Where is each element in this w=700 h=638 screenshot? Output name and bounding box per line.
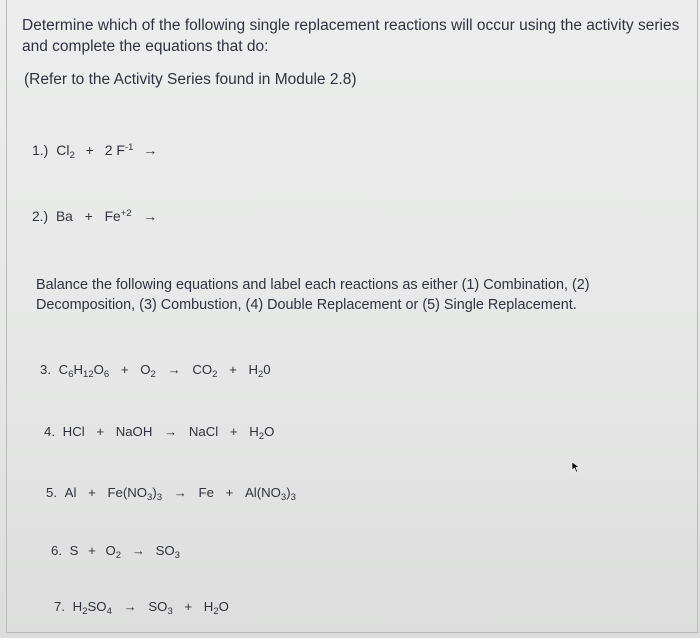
arrow-icon: → — [167, 362, 181, 377]
equation-3: 3. $C_6H_{12}O_6 + O_2 \to CO_2 + H_20$ — [40, 362, 271, 380]
instruction-line-2: and complete the equations that do: — [22, 38, 269, 55]
eq-number: 4. — [44, 424, 55, 439]
equation-1: 1.) $Cl_2 + 2$ $F^{-1}$ → — [32, 142, 158, 161]
arrow-icon: → — [164, 424, 178, 439]
eq-number: 5. — [46, 485, 57, 500]
equation-4: 4. HCl + NaOH → NaCl + $H_2O$ — [44, 424, 275, 442]
balance-instruction-line-2: Decomposition, (3) Combustion, (4) Double Replacement or (5) Single Replacement. — [36, 297, 577, 313]
arrow-icon: → — [123, 599, 137, 614]
arrow-icon: → — [131, 543, 145, 558]
eq-number: 1.) — [32, 142, 49, 158]
equation-5: 5. $Al + Fe(NO_3)_3 \to Fe + Al(NO_3)_3$ — [46, 485, 296, 503]
reference-note: (Refer to the Activity Series found in Module 2.8) — [24, 71, 357, 88]
arrow-icon: → — [143, 209, 158, 224]
balance-instruction-line-1: Balance the following equations and label each reactions as either (1) Combination, (2) — [36, 277, 590, 293]
worksheet-frame — [6, 0, 698, 633]
eq-number: 6. — [51, 543, 62, 558]
eq-number: 2.) — [32, 209, 49, 224]
equation-2: 2.) $Ba + Fe^{+2}$ → — [32, 208, 158, 224]
mouse-pointer-icon — [571, 461, 581, 473]
instruction-line-1: Determine which of the following single replacement reactions will occur using the activity series — [22, 17, 680, 34]
arrow-icon: → — [173, 485, 187, 500]
eq-number: 3. — [40, 362, 51, 377]
equation-7: 7. $H_2SO_4 \to SO_3 + H_2O$ — [54, 599, 229, 617]
eq-number: 7. — [54, 599, 65, 614]
arrow-icon: → — [143, 142, 158, 158]
equation-6: 6. $S + O_2 \to SO_3$ — [51, 543, 180, 561]
